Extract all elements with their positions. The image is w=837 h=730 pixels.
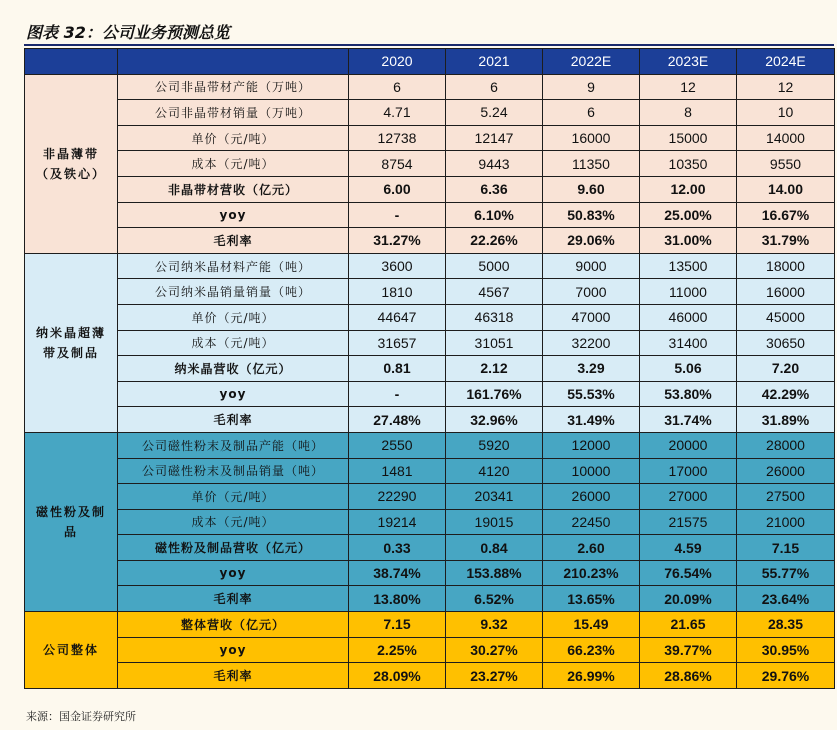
value-cell: 31.74% <box>640 407 737 433</box>
value-cell: 14.00 <box>737 176 835 202</box>
value-cell: 9.60 <box>543 176 640 202</box>
header-year: 2021 <box>446 49 543 75</box>
value-cell: 76.54% <box>640 560 737 586</box>
value-cell: 9550 <box>737 151 835 177</box>
table-row <box>25 176 835 202</box>
value-cell: 5920 <box>446 432 543 458</box>
value-cell: 7.15 <box>737 535 835 561</box>
value-cell: 8 <box>640 100 737 126</box>
value-cell: 16.67% <box>737 202 835 228</box>
value-cell: 15000 <box>640 125 737 151</box>
value-cell: 11350 <box>543 151 640 177</box>
metric-label: 毛利率 <box>118 586 349 612</box>
value-cell: 6 <box>543 100 640 126</box>
value-cell: 28.35 <box>737 612 835 638</box>
table-row <box>25 381 835 407</box>
header-year: 2020 <box>349 49 446 75</box>
metric-label: 单价（元/吨） <box>118 484 349 510</box>
value-cell: 15.49 <box>543 612 640 638</box>
metric-label: 毛利率 <box>118 228 349 254</box>
value-cell: 4.59 <box>640 535 737 561</box>
value-cell: 13500 <box>640 253 737 279</box>
table-row <box>25 663 835 689</box>
value-cell: 32200 <box>543 330 640 356</box>
value-cell: 12 <box>737 74 835 100</box>
value-cell: 22450 <box>543 509 640 535</box>
value-cell: 47000 <box>543 304 640 330</box>
table-row <box>25 458 835 484</box>
value-cell: 14000 <box>737 125 835 151</box>
value-cell: 66.23% <box>543 637 640 663</box>
value-cell: 7.20 <box>737 356 835 382</box>
value-cell: - <box>349 202 446 228</box>
value-cell: 31051 <box>446 330 543 356</box>
value-cell: 42.29% <box>737 381 835 407</box>
table-row <box>25 612 835 638</box>
value-cell: 16000 <box>737 279 835 305</box>
value-cell: 17000 <box>640 458 737 484</box>
metric-label: 磁性粉及制品营收（亿元） <box>118 535 349 561</box>
value-cell: 28000 <box>737 432 835 458</box>
value-cell: 9.32 <box>446 612 543 638</box>
value-cell: 20000 <box>640 432 737 458</box>
value-cell: 210.23% <box>543 560 640 586</box>
value-cell: 31657 <box>349 330 446 356</box>
metric-label: 公司磁性粉末及制品销量（吨） <box>118 458 349 484</box>
value-cell: 0.81 <box>349 356 446 382</box>
table-row <box>25 228 835 254</box>
value-cell: 2.12 <box>446 356 543 382</box>
value-cell: 161.76% <box>446 381 543 407</box>
value-cell: 23.64% <box>737 586 835 612</box>
value-cell: 30.27% <box>446 637 543 663</box>
value-cell: 26000 <box>737 458 835 484</box>
metric-label: 成本（元/吨） <box>118 151 349 177</box>
value-cell: 9443 <box>446 151 543 177</box>
value-cell: 29.76% <box>737 663 835 689</box>
value-cell: 3.29 <box>543 356 640 382</box>
value-cell: 31.89% <box>737 407 835 433</box>
value-cell: 1810 <box>349 279 446 305</box>
header-blank-metric <box>118 49 349 75</box>
value-cell: 29.06% <box>543 228 640 254</box>
value-cell: 5.06 <box>640 356 737 382</box>
value-cell: 44647 <box>349 304 446 330</box>
metric-label: 公司非晶带材销量（万吨） <box>118 100 349 126</box>
value-cell: 5000 <box>446 253 543 279</box>
header-row <box>25 49 835 75</box>
table-row <box>25 407 835 433</box>
metric-label: 单价（元/吨） <box>118 125 349 151</box>
metric-label: 成本（元/吨） <box>118 509 349 535</box>
value-cell: 4120 <box>446 458 543 484</box>
header-blank-segment <box>25 49 118 75</box>
source-note: 来源：国金证券研究所 <box>26 710 136 723</box>
metric-label: 公司纳米晶销量销量（吨） <box>118 279 349 305</box>
value-cell: 27.48% <box>349 407 446 433</box>
metric-label: 毛利率 <box>118 663 349 689</box>
metric-label: 公司非晶带材产能（万吨） <box>118 74 349 100</box>
value-cell: 22.26% <box>446 228 543 254</box>
value-cell: 39.77% <box>640 637 737 663</box>
metric-label: 非晶带材营收（亿元） <box>118 176 349 202</box>
table-row <box>25 535 835 561</box>
value-cell: 3600 <box>349 253 446 279</box>
value-cell: 12738 <box>349 125 446 151</box>
figure-title: 图表 32：公司业务预测总览 <box>26 23 230 42</box>
value-cell: 31.00% <box>640 228 737 254</box>
value-cell: 10350 <box>640 151 737 177</box>
value-cell: - <box>349 381 446 407</box>
metric-label: yoy <box>118 560 349 586</box>
table-row <box>25 330 835 356</box>
value-cell: 2550 <box>349 432 446 458</box>
segment-label: 非晶薄带（及铁心） <box>25 74 118 253</box>
value-cell: 21575 <box>640 509 737 535</box>
value-cell: 13.80% <box>349 586 446 612</box>
value-cell: 7.15 <box>349 612 446 638</box>
table-row <box>25 637 835 663</box>
value-cell: 28.86% <box>640 663 737 689</box>
value-cell: 19015 <box>446 509 543 535</box>
value-cell: 1481 <box>349 458 446 484</box>
metric-label: yoy <box>118 202 349 228</box>
table-row <box>25 586 835 612</box>
value-cell: 153.88% <box>446 560 543 586</box>
value-cell: 10 <box>737 100 835 126</box>
segment-label: 公司整体 <box>25 612 118 689</box>
metric-label: 公司磁性粉末及制品产能（吨） <box>118 432 349 458</box>
table-row <box>25 100 835 126</box>
forecast-table <box>24 48 835 689</box>
table-row <box>25 509 835 535</box>
metric-label: 整体营收（亿元） <box>118 612 349 638</box>
value-cell: 2.60 <box>543 535 640 561</box>
value-cell: 5.24 <box>446 100 543 126</box>
value-cell: 38.74% <box>349 560 446 586</box>
metric-label: 毛利率 <box>118 407 349 433</box>
value-cell: 22290 <box>349 484 446 510</box>
value-cell: 4567 <box>446 279 543 305</box>
header-year: 2024E <box>737 49 835 75</box>
table-row <box>25 253 835 279</box>
metric-label: 成本（元/吨） <box>118 330 349 356</box>
header-year: 2022E <box>543 49 640 75</box>
table-row <box>25 304 835 330</box>
table-row <box>25 484 835 510</box>
table-row <box>25 151 835 177</box>
table-body <box>25 74 835 688</box>
table-row <box>25 74 835 100</box>
segment-label: 磁性粉及制品 <box>25 432 118 611</box>
value-cell: 0.84 <box>446 535 543 561</box>
value-cell: 9 <box>543 74 640 100</box>
metric-label: yoy <box>118 381 349 407</box>
value-cell: 20.09% <box>640 586 737 612</box>
value-cell: 12.00 <box>640 176 737 202</box>
header-year: 2023E <box>640 49 737 75</box>
value-cell: 21000 <box>737 509 835 535</box>
value-cell: 12 <box>640 74 737 100</box>
value-cell: 20341 <box>446 484 543 510</box>
value-cell: 55.53% <box>543 381 640 407</box>
value-cell: 32.96% <box>446 407 543 433</box>
value-cell: 2.25% <box>349 637 446 663</box>
value-cell: 55.77% <box>737 560 835 586</box>
metric-label: yoy <box>118 637 349 663</box>
value-cell: 4.71 <box>349 100 446 126</box>
value-cell: 31.49% <box>543 407 640 433</box>
table-row <box>25 125 835 151</box>
metric-label: 单价（元/吨） <box>118 304 349 330</box>
value-cell: 31.79% <box>737 228 835 254</box>
table-row <box>25 432 835 458</box>
value-cell: 10000 <box>543 458 640 484</box>
value-cell: 6.36 <box>446 176 543 202</box>
value-cell: 7000 <box>543 279 640 305</box>
value-cell: 6 <box>446 74 543 100</box>
table-row <box>25 356 835 382</box>
value-cell: 50.83% <box>543 202 640 228</box>
value-cell: 28.09% <box>349 663 446 689</box>
value-cell: 12000 <box>543 432 640 458</box>
value-cell: 11000 <box>640 279 737 305</box>
value-cell: 45000 <box>737 304 835 330</box>
value-cell: 27500 <box>737 484 835 510</box>
value-cell: 25.00% <box>640 202 737 228</box>
table-row <box>25 560 835 586</box>
value-cell: 30.95% <box>737 637 835 663</box>
value-cell: 0.33 <box>349 535 446 561</box>
value-cell: 6 <box>349 74 446 100</box>
value-cell: 13.65% <box>543 586 640 612</box>
value-cell: 53.80% <box>640 381 737 407</box>
metric-label: 纳米晶营收（亿元） <box>118 356 349 382</box>
table-row <box>25 202 835 228</box>
title-rule <box>24 44 834 46</box>
value-cell: 9000 <box>543 253 640 279</box>
segment-label: 纳米晶超薄带及制品 <box>25 253 118 432</box>
value-cell: 23.27% <box>446 663 543 689</box>
value-cell: 6.10% <box>446 202 543 228</box>
value-cell: 31400 <box>640 330 737 356</box>
value-cell: 12147 <box>446 125 543 151</box>
metric-label: 公司纳米晶材料产能（吨） <box>118 253 349 279</box>
value-cell: 6.00 <box>349 176 446 202</box>
value-cell: 6.52% <box>446 586 543 612</box>
value-cell: 46318 <box>446 304 543 330</box>
value-cell: 18000 <box>737 253 835 279</box>
table-row <box>25 279 835 305</box>
value-cell: 16000 <box>543 125 640 151</box>
value-cell: 26.99% <box>543 663 640 689</box>
value-cell: 26000 <box>543 484 640 510</box>
value-cell: 30650 <box>737 330 835 356</box>
value-cell: 21.65 <box>640 612 737 638</box>
value-cell: 27000 <box>640 484 737 510</box>
value-cell: 19214 <box>349 509 446 535</box>
value-cell: 31.27% <box>349 228 446 254</box>
value-cell: 46000 <box>640 304 737 330</box>
value-cell: 8754 <box>349 151 446 177</box>
